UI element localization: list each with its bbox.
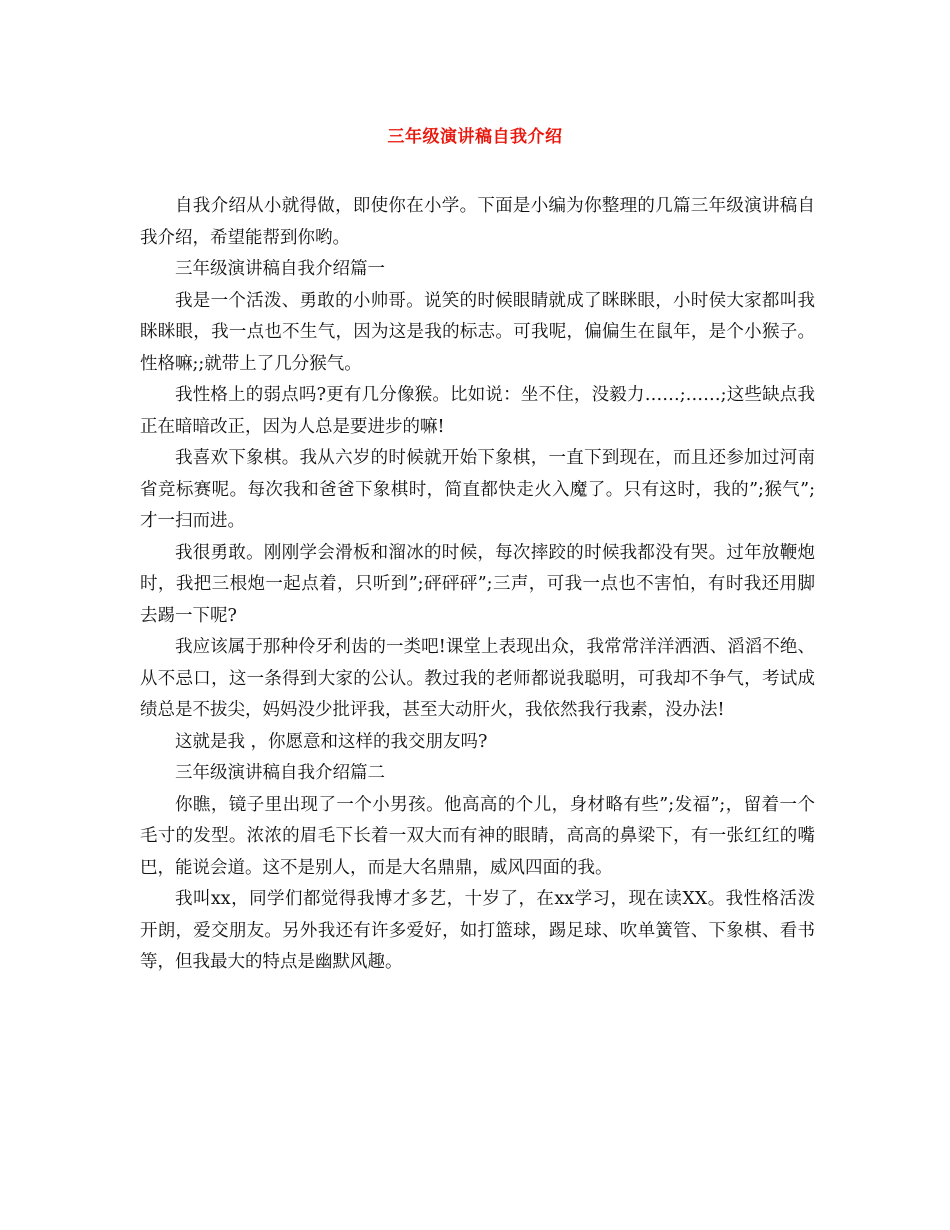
document-title: 三年级演讲稿自我介绍 xyxy=(387,127,563,147)
body-paragraph: 我很勇敢。刚刚学会滑板和溜冰的时候，每次摔跤的时候我都没有哭。过年放鞭炮时，我把三根炮一起点着，只听到”;砰砰砰”;三声，可我一点也不害怕，有时我还用脚去踢一下呢? xyxy=(140,542,815,626)
section-heading-2: 三年级演讲稿自我介绍篇二 xyxy=(175,763,385,783)
document-body xyxy=(140,191,815,979)
body-paragraph: 我叫xx，同学们都觉得我博才多艺，十岁了，在xx学习，现在读XX。我性格活泼开朗，爱交朋友。另外我还有许多爱好，如打篮球，踢足球、吹单簧管、下象棋、看书等，但我最大的特点是幽默风趣。 xyxy=(140,889,815,972)
body-paragraph: 你瞧，镜子里出现了一个小男孩。他高高的个儿，身材略有些”;发福”;，留着一个毛寸的发型。浓浓的眉毛下长着一双大而有神的眼睛，高高的鼻梁下，有一张红红的嘴巴，能说会道。这不是别人，而是大名鼎鼎，威风四面的我。 xyxy=(140,794,815,878)
body-paragraph: 我性格上的弱点吗?更有几分像猴。比如说：坐不住，没毅力……;……;这些缺点我正在暗暗改正，因为人总是要进步的嘛! xyxy=(140,385,815,437)
section-heading-1: 三年级演讲稿自我介绍篇一 xyxy=(175,259,385,279)
intro-paragraph: 自我介绍从小就得做，即使你在小学。下面是小编为你整理的几篇三年级演讲稿自我介绍，希望能帮到你哟。 xyxy=(140,196,815,248)
body-paragraph: 我是一个活泼、勇敢的小帅哥。说笑的时候眼睛就成了眯眯眼，小时侯大家都叫我眯眯眼，我一点也不生气，因为这是我的标志。可我呢，偏偏生在鼠年，是个小猴子。性格嘛;;就带上了几分猴气。 xyxy=(140,290,815,374)
body-paragraph: 这就是我 ，你愿意和这样的我交朋友吗? xyxy=(175,731,488,752)
body-paragraph: 我应该属于那种伶牙利齿的一类吧!课堂上表现出众，我常常洋洋洒洒、滔滔不绝、从不忌口，这一条得到大家的公认。教过我的老师都说我聪明，可我却不争气，考试成绩总是不拔尖，妈妈没少批评我，甚至大动肝火，我依然我行我素，没办法! xyxy=(140,637,815,720)
body-paragraph: 我喜欢下象棋。我从六岁的时候就开始下象棋，一直下到现在，而且还参加过河南省竞标赛呢。每次我和爸爸下象棋时，简直都快走火入魔了。只有这时，我的”;猴气”;才一扫而进。 xyxy=(140,448,815,531)
